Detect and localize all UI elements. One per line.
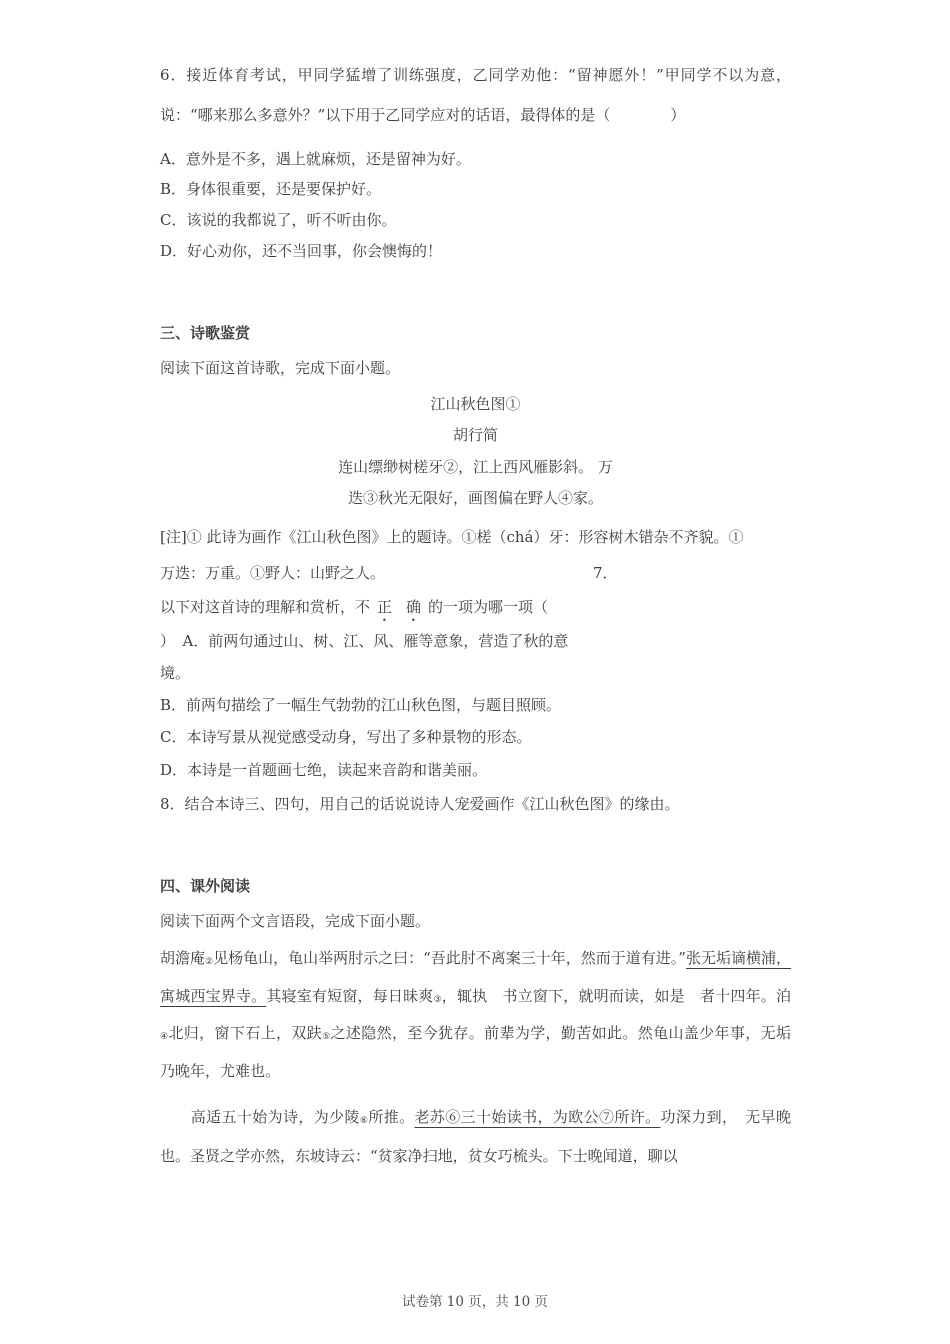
section-extra-reading: [160, 870, 791, 1176]
poem-title: 江山秋色图①: [430, 394, 521, 413]
poem-note-line-2: 万迭：万重。①野人：山野之人。: [160, 563, 386, 582]
question-6-options: [160, 144, 791, 267]
text-run: 功深力到， 无早晚也。圣贤之学亦然，东坡诗云：“贫家净扫地，贫女巧梳头。下士晚闻道，聊以: [160, 1108, 791, 1165]
question-6-option-c: C．该说的我都说了，听不听由你。: [160, 211, 397, 229]
text-run: 其寝室有短窗，每日昧爽: [266, 986, 434, 1005]
question-7-number: 7．: [593, 563, 618, 582]
poem-note-line-1: [注]① 此诗为画作《江山秋色图》上的题诗。①槎（chá）牙：形容树木错杂不齐貌。①: [160, 527, 744, 546]
question-7-option-a-continued: 境。: [160, 663, 191, 682]
text-run: 之述隐然，至今犹存。前辈为学，勤苦如此。然龟山盖少年事，无垢乃晚年，尤难也。: [160, 1024, 791, 1080]
poem-verse-2: 迭③秋光无限好，画图偏在野人④家。: [347, 489, 603, 507]
text-run: 北归，窗下石上，双趺: [168, 1024, 323, 1042]
question-7-option-a: ） A．前两句通过山、树、江、风、雁等意象，营造了秋的意: [160, 631, 569, 650]
question-6-option-d: D．好心劝你，还不当回事，你会懊悔的！: [160, 241, 443, 260]
poem-notes: [160, 519, 791, 591]
text-run: 所推。: [368, 1108, 415, 1126]
classical-paragraph-2: [160, 1098, 791, 1176]
text-run: 以下对这首诗的理解和赏析，不: [160, 597, 371, 616]
text-run: 正: [377, 597, 393, 616]
question-7-stem: [160, 591, 791, 625]
question-6-option-a: A．意外是不多，遇上就麻烦，还是留神为好。: [160, 149, 471, 168]
section-3-heading: 三、诗歌鉴赏: [160, 323, 251, 342]
poem-verse-1: 连山缥缈树槎牙②，江上西风雁影斜。 万: [338, 457, 613, 476]
text-run: ④: [160, 1032, 169, 1042]
section-poetry-appreciation: [160, 317, 791, 821]
text-run: ③: [433, 994, 442, 1005]
question-6-option-b: B．身体很重要，还是要保护好。: [160, 180, 382, 199]
question-8-stem: 8．结合本诗三、四句，用自己的话说说诗人宠爱画作《江山秋色图》的缘由。: [160, 794, 680, 813]
page-footer: 试卷第 10 页，共 10 页: [401, 1294, 549, 1310]
poem-note-line-2-row: [160, 555, 791, 591]
question-7-option-b: B．前两句描绘了一幅生气勃勃的江山秋色图，与题目照顾。: [160, 696, 562, 714]
question-6-block: [160, 56, 791, 267]
text-run: 胡澹庵: [160, 949, 206, 967]
text-run: ⑤: [322, 1032, 331, 1042]
question-7-option-c: C．本诗写景从视觉感受动身，写出了多种景物的形态。: [160, 728, 532, 747]
text-run: 确: [406, 597, 422, 616]
classical-paragraph-1: [160, 940, 791, 1090]
reading-intro: 阅读下面两个文言语段，完成下面小题。: [160, 912, 431, 930]
text-run: 见杨龟山，龟山举两肘示之曰：“吾此肘不离案三十年，然而于道有进。”: [213, 949, 686, 967]
text-run: 高适五十始为诗，为少陵: [160, 1108, 360, 1126]
text-run: ②: [205, 957, 214, 967]
question-7-option-d: D．本诗是一首题画七绝，读起来音韵和谐美丽。: [160, 760, 488, 779]
text-run: ⑥: [359, 1116, 369, 1126]
question-6-stem: 6．接近体育考试，甲同学猛增了训练强度，乙同学劝他：“留神愿外！”甲同学不以为意，说：“哪来那么多意外？”以下用于乙同学应对的话语，最得体的是（ ）: [160, 66, 791, 124]
poetry-intro: 阅读下面这首诗歌，完成下面小题。: [160, 358, 401, 377]
poem-author: 胡行简: [452, 426, 498, 444]
question-7-block: [160, 591, 791, 821]
poem: [160, 389, 791, 515]
text-run: 的一项为哪一项（: [428, 597, 549, 616]
text-run: ，辄执 书立窗下，就明而读，如是 者十四年。泊: [441, 986, 791, 1005]
text-run: 张无垢谪横浦，寓城西宝界寺。: [160, 949, 791, 1005]
text-run: 老苏⑥三十始读书，为欧公⑦所许。: [414, 1108, 661, 1126]
section-4-heading: 四、课外阅读: [160, 877, 251, 895]
